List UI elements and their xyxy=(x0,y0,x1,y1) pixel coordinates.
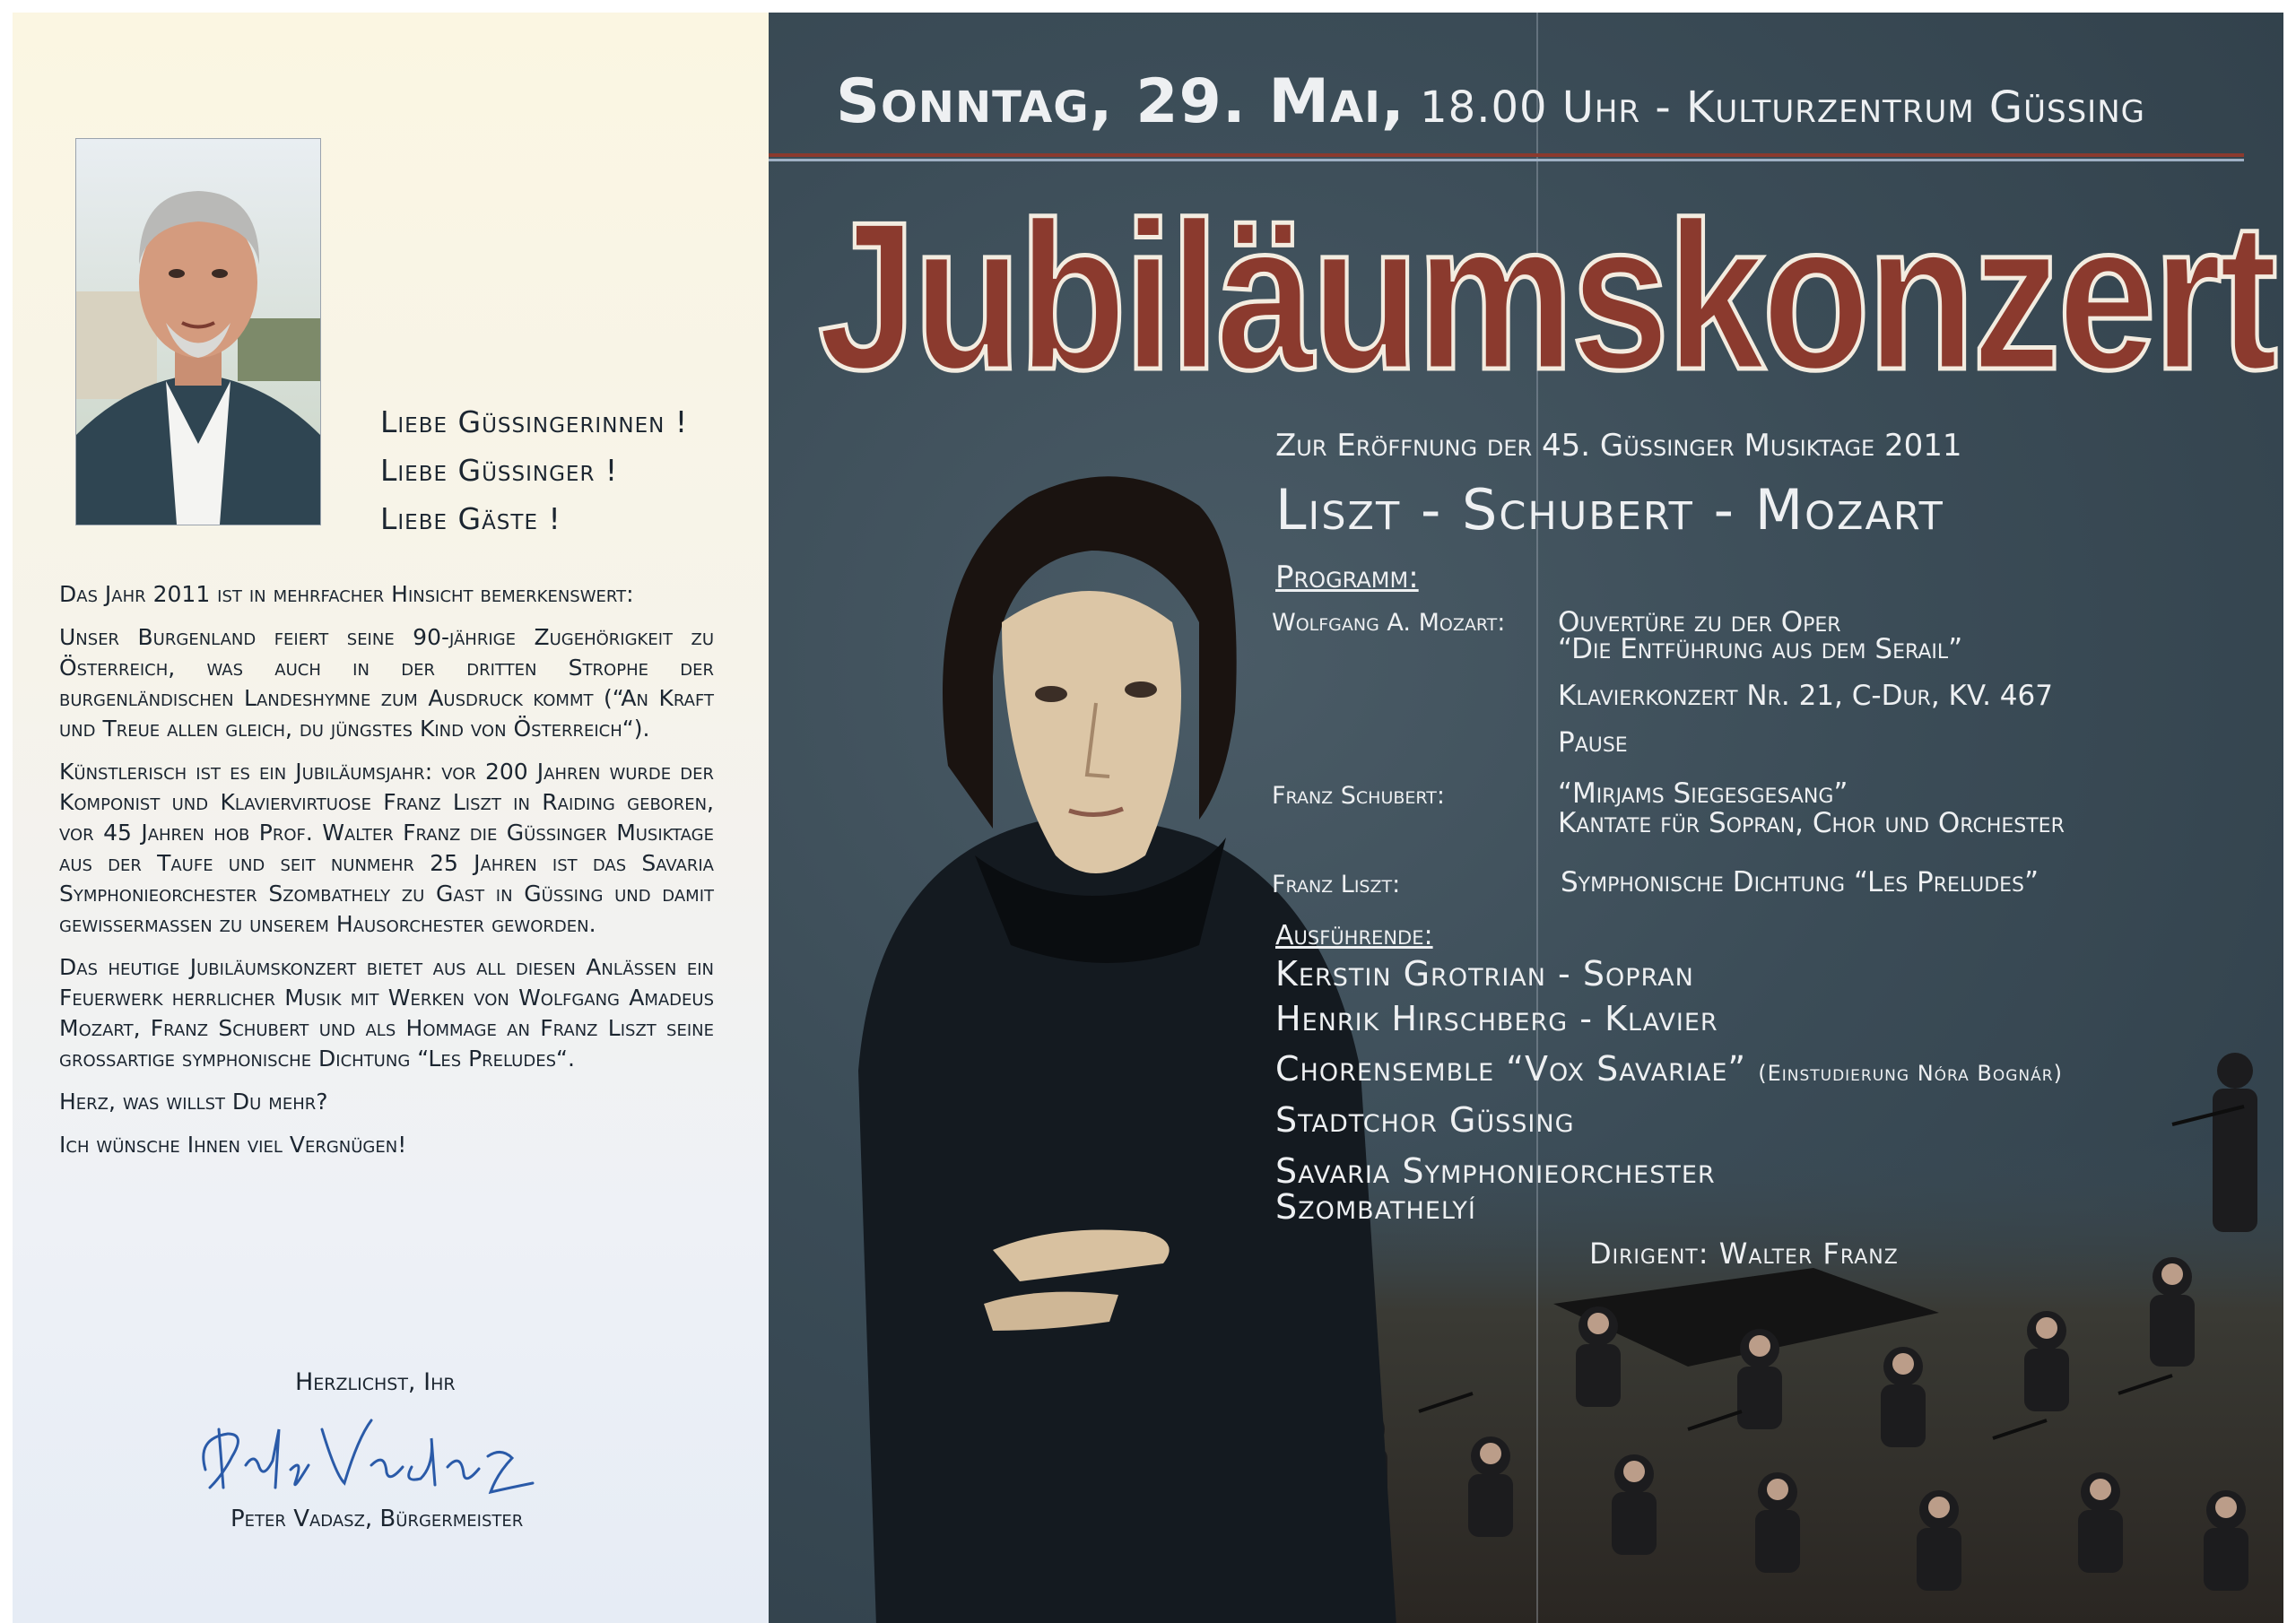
divider-blue xyxy=(769,159,2244,161)
mayor-photo xyxy=(75,138,321,525)
salutation xyxy=(380,398,688,543)
program-composer: Franz Liszt: xyxy=(1272,871,1401,898)
letter-paragraph: Unser Burgenland feiert seine 90-jährige Zugehörigkeit zu Österreich, was auch in der dritten Strophe der burgenländischen Landeshymne zum Ausdruck kommt (“An Kraft und Treue allen gleich, du jüngstes Kind von Österreich“). xyxy=(59,624,714,742)
salutation-line: Liebe Güssinger ! xyxy=(380,453,619,488)
concert-panel xyxy=(769,13,2283,1623)
signature xyxy=(178,1402,627,1510)
subtitle: Zur Eröffnung der 45. Güssinger Musiktage 2011 xyxy=(1275,428,1962,464)
performer-note: (Einstudierung Nóra Bognár) xyxy=(1758,1061,2063,1086)
program-work: Klavierkonzert Nr. 21, C-Dur, KV. 467 xyxy=(1558,680,2053,712)
program-work: Symphonische Dichtung “Les Preludes” xyxy=(1561,866,2039,898)
program-composer: Franz Schubert: xyxy=(1272,782,1445,810)
concert-date: Sonntag, 29. Mai, xyxy=(836,66,1405,137)
conductor: Dirigent: Walter Franz xyxy=(1589,1237,1899,1271)
letter-paragraph: Das heutige Jubiläumskonzert bietet aus all diesen Anlässen ein Feuerwerk herrlicher Musik mit Werken von Wolfgang Amadeus Mozart, Franz Schubert und als Hommage an Franz Liszt seine grossartige symphonische Dichtung “Les Preludes“. xyxy=(59,954,714,1072)
letter-body xyxy=(59,579,714,1173)
letter-paragraph: Ich wünsche Ihnen viel Vergnügen! xyxy=(59,1132,407,1158)
letter-paragraph: Das Jahr 2011 ist in mehrfacher Hinsicht bemerkenswert: xyxy=(59,581,634,607)
performer: Savaria Symphonieorchester xyxy=(1275,1151,1716,1191)
time-place: 18.00 Uhr - Kulturzentrum Güssing xyxy=(1420,82,2145,133)
composers: Liszt - Schubert - Mozart xyxy=(1275,477,1944,542)
program-work: Ouvertüre zu der Oper xyxy=(1558,606,1841,638)
program-composer: Wolfgang A. Mozart: xyxy=(1272,609,1506,637)
performers-heading: Ausführende: xyxy=(1275,920,1433,951)
greeting-panel xyxy=(13,13,770,1623)
performer: Henrik Hirschberg - Klavier xyxy=(1275,999,1718,1038)
divider-red xyxy=(769,153,2244,157)
salutation-line: Liebe Güssingerinnen ! xyxy=(380,404,689,439)
program-work: Kantate für Sopran, Chor und Orchester xyxy=(1558,807,2065,839)
salutation-line: Liebe Gäste ! xyxy=(380,501,561,536)
program-work: “Die Entführung aus dem Serail” xyxy=(1558,633,1963,665)
signer-name: Peter Vadasz, Bürgermeister xyxy=(230,1506,524,1532)
closing: Herzlichst, Ihr xyxy=(295,1368,456,1396)
performer: Stadtchor Güssing xyxy=(1275,1100,1575,1140)
date-line xyxy=(836,66,2145,137)
program-work: “Mirjams Siegesgesang” xyxy=(1558,777,1848,810)
performer: Szombathelyí xyxy=(1275,1187,1476,1227)
performer xyxy=(1275,1049,2063,1089)
program-work: Pause xyxy=(1558,726,1628,759)
concert-title: Jubiläumskonzert xyxy=(818,178,2275,413)
program-heading: Programm: xyxy=(1275,560,1419,595)
letter-paragraph: Herz, was willst Du mehr? xyxy=(59,1089,328,1115)
letter-paragraph: Künstlerisch ist es ein Jubiläumsjahr: vor 200 Jahren wurde der Komponist und Klaviervirtuose Franz Liszt in Raiding geboren, vor 45 Jahren hob Prof. Walter Franz die Güssinger Musiktage aus der Taufe und seit nunmehr 25 Jahren ist das Savaria Symphonieorchester Szombathely zu Gast in Güssing und damit gewissermassen zu unserem Hausorchester geworden. xyxy=(59,759,714,937)
performer: Kerstin Grotrian - Sopran xyxy=(1275,954,1694,994)
performer-name: Chorensemble “Vox Savariae” xyxy=(1275,1049,1747,1089)
